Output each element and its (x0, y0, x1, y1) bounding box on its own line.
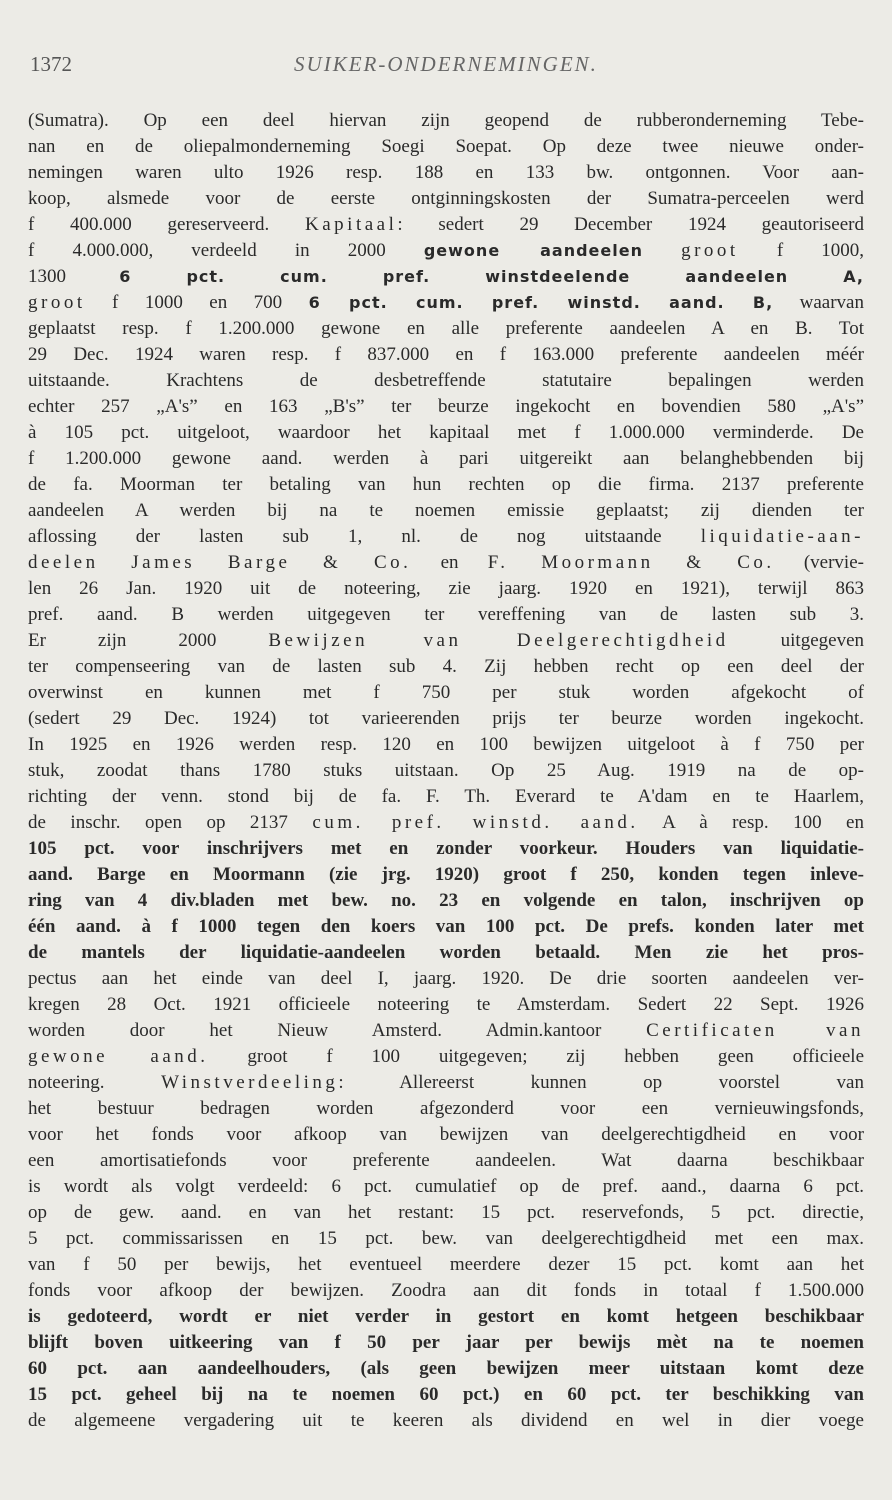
text-line (28, 368, 864, 394)
text-line (28, 758, 864, 784)
text-line (28, 1252, 864, 1278)
page-header (30, 52, 862, 82)
text-line (28, 238, 864, 264)
text-line (28, 186, 864, 212)
text-line (28, 498, 864, 524)
text-segment: fonds voor afkoop der bewijzen. Zoodra aan dit fonds in totaal f 1.500.000 (28, 1280, 864, 1301)
text-segment: stuk, zoodat thans 1780 stuks uitstaan. Op 25 Aug. 1919 na de op- (28, 760, 864, 781)
text-segment: van f 50 per bewijs, het eventueel meerdere dezer 15 pct. komt aan het (28, 1254, 864, 1275)
text-line (28, 212, 864, 238)
text-segment: aandeelen A werden bij na te noemen emissie geplaatst; zij dienden ter (28, 500, 864, 521)
text-segment: In 1925 en 1926 werden resp. 120 en 100 bewijzen uitgeloot à f 750 per (28, 734, 864, 755)
text-segment: len 26 Jan. 1920 uit de noteering, zie jaarg. 1920 en 1921), terwijl 863 (28, 578, 864, 599)
text-segment: groot (28, 292, 86, 313)
text-segment: f 1000, (738, 240, 864, 261)
text-segment: deelen James Barge & Co. (28, 552, 412, 573)
page-number: 1372 (30, 52, 72, 76)
text-line (28, 1174, 864, 1200)
text-segment: blijft boven uitkeering van f 50 per jaar per bewijs mèt na te noemen (28, 1332, 864, 1353)
text-line (28, 1356, 864, 1382)
text-line (28, 862, 864, 888)
text-segment: 1300 (28, 266, 120, 287)
text-segment: het bestuur bedragen worden afgezonderd voor een vernieuwingsfonds, (28, 1098, 864, 1119)
text-line (28, 1044, 864, 1070)
text-line (28, 784, 864, 810)
text-segment: en (411, 552, 488, 573)
text-segment: is gedoteerd, wordt er niet verder in gestort en komt hetgeen beschikbaar (28, 1306, 864, 1327)
text-segment: f 4.000.000, verdeeld in 2000 (28, 240, 424, 261)
text-line (28, 134, 864, 160)
text-segment: (vervie- (774, 552, 864, 573)
text-line (28, 992, 864, 1018)
text-segment: nemingen waren ulto 1926 resp. 188 en 133 bw. ontgonnen. Voor aan- (28, 162, 864, 183)
text-segment: uitgegeven (728, 630, 864, 651)
text-segment: uitstaande. Krachtens de desbetreffende statutaire bepalingen werden (28, 370, 864, 391)
text-segment: 105 pct. voor inschrijvers met en zonder voorkeur. Houders van liquidatie- (28, 838, 864, 859)
text-segment: (Sumatra). Op een deel hiervan zijn geopend de rubberonderneming Tebe- (28, 110, 864, 131)
text-segment: cum. pref. winstd. aand. (312, 812, 639, 833)
text-line (28, 420, 864, 446)
text-line (28, 290, 864, 316)
text-line (28, 628, 864, 654)
text-segment: waarvan (773, 292, 864, 313)
text-line (28, 1018, 864, 1044)
text-line (28, 1382, 864, 1408)
text-segment: (sedert 29 Dec. 1924) tot varieerenden prijs ter beurze worden ingekocht. (28, 708, 864, 729)
text-line (28, 706, 864, 732)
text-segment: aand. Barge en Moormann (zie jrg. 1920) groot f 250, konden tegen inleve- (28, 864, 864, 885)
text-segment: de fa. Moorman ter betaling van hun rechten op die firma. 2137 preferente (28, 474, 864, 495)
text-line (28, 966, 864, 992)
text-line (28, 550, 864, 576)
text-segment: f 400.000 gereserveerd. (28, 214, 306, 235)
text-line (28, 1096, 864, 1122)
text-line (28, 680, 864, 706)
text-segment: echter 257 „A's” en 163 „B's” ter beurze ingekocht en bovendien 580 „A's” (28, 396, 864, 417)
text-segment: aflossing der lasten sub 1, nl. de nog uitstaande (28, 526, 701, 547)
text-segment: voor het fonds voor afkoop van bewijzen van deelgerechtigdheid en voor (28, 1124, 864, 1145)
text-segment: 6 pct. cum. pref. winstdeelende aandeelen A, (119, 267, 864, 286)
text-segment: 60 pct. aan aandeelhouders, (als geen bewijzen meer uitstaan komt deze (28, 1358, 864, 1379)
text-segment: 29 Dec. 1924 waren resp. f 837.000 en f 163.000 preferente aandeelen méér (28, 344, 864, 365)
text-line (28, 836, 864, 862)
text-line (28, 1304, 864, 1330)
running-title: SUIKER-ONDERNEMINGEN. (294, 52, 598, 76)
text-segment: geplaatst resp. f 1.200.000 gewone en alle preferente aandeelen A en B. Tot (28, 318, 864, 339)
text-line (28, 394, 864, 420)
text-segment: ring van 4 div.bladen met bew. no. 23 en volgende en talon, inschrijven op (28, 890, 864, 911)
text-segment: koop, alsmede voor de eerste ontginningskosten der Sumatra-perceelen werd (28, 188, 864, 209)
text-segment: à 105 pct. uitgeloot, waardoor het kapitaal met f 1.000.000 verminderde. De (28, 422, 864, 443)
text-segment: groot (681, 240, 739, 261)
text-segment: één aand. à f 1000 tegen den koers van 100 pct. De prefs. konden later met (28, 916, 864, 937)
text-line (28, 1070, 864, 1096)
text-segment: Certificaten van (646, 1020, 864, 1041)
text-segment: groot f 100 uitgegeven; zij hebben geen officieele (208, 1046, 864, 1067)
text-segment: overwinst en kunnen met f 750 per stuk worden afgekocht of (28, 682, 864, 703)
text-segment: nan en de oliepalmonderneming Soegi Soepat. Op deze twee nieuwe onder- (28, 136, 864, 157)
text-line (28, 1226, 864, 1252)
text-segment: is wordt als volgt verdeeld: 6 pct. cumulatief op de pref. aand., daarna 6 pct. (28, 1176, 864, 1197)
text-line (28, 264, 864, 290)
text-line (28, 1330, 864, 1356)
text-line (28, 108, 864, 134)
text-segment: 5 pct. commissarissen en 15 pct. bew. van deelgerechtigdheid met een max. (28, 1228, 864, 1249)
text-segment: Bewijzen van Deelgerechtigdheid (268, 630, 729, 651)
text-segment: pref. aand. B werden uitgegeven ter vereffening van de lasten sub 3. (28, 604, 864, 625)
text-segment: liquidatie-aan- (700, 526, 864, 547)
text-line (28, 316, 864, 342)
text-segment: de algemeene vergadering uit te keeren als dividend en wel in dier voege (28, 1410, 864, 1431)
text-segment: f 1.200.000 gewone aand. werden à pari uitgereikt aan belanghebbenden bij (28, 448, 864, 469)
text-line (28, 446, 864, 472)
text-segment: ter compenseering van de lasten sub 4. Zij hebben recht op een deel der (28, 656, 864, 677)
text-line (28, 602, 864, 628)
text-segment: kregen 28 Oct. 1921 officieele noteering te Amsterdam. Sedert 22 Sept. 1926 (28, 994, 864, 1015)
text-line (28, 914, 864, 940)
text-segment: 15 pct. geheel bij na te noemen 60 pct.) en 60 pct. ter beschikking van (28, 1384, 864, 1405)
text-segment: worden door het Nieuw Amsterd. Admin.kantoor (28, 1020, 647, 1041)
text-segment: Winstverdeeling (161, 1072, 339, 1093)
text-line (28, 888, 864, 914)
text-line (28, 342, 864, 368)
text-line (28, 732, 864, 758)
text-segment: Er zijn 2000 (28, 630, 269, 651)
text-line (28, 1148, 864, 1174)
text-segment: de mantels der liquidatie-aandeelen worden betaald. Men zie het pros- (28, 942, 864, 963)
text-segment: pectus aan het einde van deel I, jaarg. 1920. De drie soorten aandeelen ver- (28, 968, 864, 989)
text-segment: f 1000 en 700 (85, 292, 309, 313)
text-segment: gewone aandeelen (423, 241, 643, 260)
body-text (28, 108, 864, 1434)
text-segment (643, 240, 681, 261)
text-line (28, 654, 864, 680)
text-line (28, 940, 864, 966)
text-line (28, 810, 864, 836)
text-line (28, 160, 864, 186)
text-line (28, 576, 864, 602)
text-line (28, 1122, 864, 1148)
text-segment: een amortisatiefonds voor preferente aandeelen. Wat daarna beschikbaar (28, 1150, 864, 1171)
text-segment: A à resp. 100 en (638, 812, 864, 833)
text-segment: F. Moormann & Co. (487, 552, 775, 573)
text-segment: richting der venn. stond bij de fa. F. Th. Everard te A'dam en te Haarlem, (28, 786, 864, 807)
text-line (28, 1200, 864, 1226)
text-segment: Kapitaal (305, 214, 398, 235)
text-segment: 6 pct. cum. pref. winstd. aand. B, (308, 293, 774, 312)
text-segment: noteering. (28, 1072, 162, 1093)
text-segment: de inschr. open op 2137 (28, 812, 313, 833)
text-segment: : sedert 29 December 1924 geautoriseerd (397, 214, 864, 235)
text-line (28, 472, 864, 498)
text-segment: op de gew. aand. en van het restant: 15 pct. reservefonds, 5 pct. directie, (28, 1202, 864, 1223)
text-segment: gewone aand. (28, 1046, 209, 1067)
text-segment: : Allereerst kunnen op voorstel van (338, 1072, 864, 1093)
text-line (28, 524, 864, 550)
text-line (28, 1278, 864, 1304)
text-line (28, 1408, 864, 1434)
